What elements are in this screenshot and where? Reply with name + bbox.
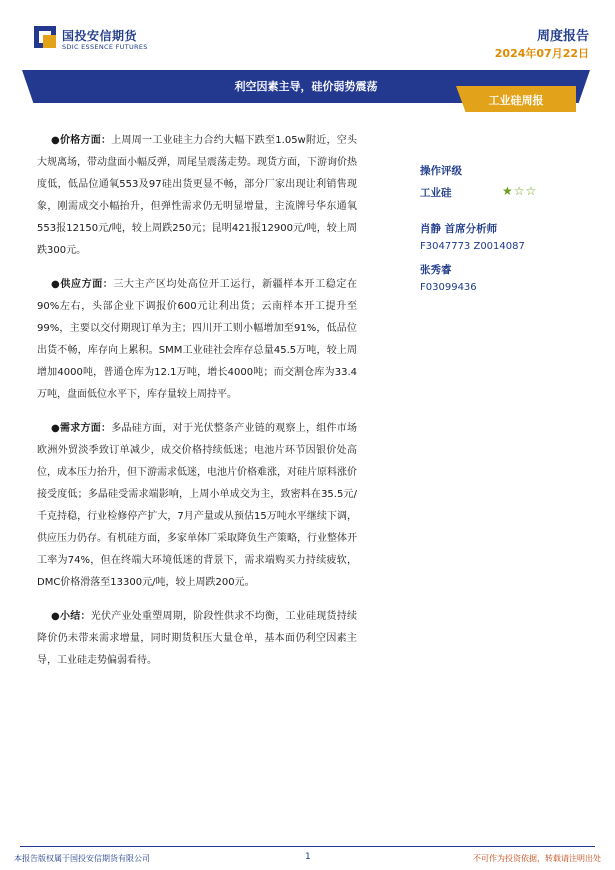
company-logo-icon <box>34 26 56 48</box>
price-section <box>37 130 357 262</box>
star-filled-icon: ★ <box>502 184 514 198</box>
star-empty-icon: ☆☆ <box>513 184 538 198</box>
analyst-license: F3047773 Z0014087 <box>420 241 525 252</box>
page-number: 1 <box>305 852 311 862</box>
section-text: 三大主产区均处高位开工运行，新疆样本开工稳定在90%左右，头部企业下调报价600元让利出货；云南样本开工提升至99%，主要以交付期现订单为主；四川开工则小幅增加至91%，低品位出货不畅，库存向上累积。SMM工业硅社会库存总量45.5万吨，较上周增加4000吨，普通仓库为12.1万吨，增长4000吨；而交割仓库为33.4万吨，盘面低位水平下，库存量较上周持平。 <box>37 279 358 400</box>
rating-stars <box>502 184 537 198</box>
analyst-name: 张秀睿 <box>420 264 452 276</box>
analyst-license: F03099436 <box>420 282 477 293</box>
summary-section <box>37 606 357 672</box>
supply-section <box>37 274 357 406</box>
section-text: 上周周一工业硅主力合约大幅下跌至1.05w附近，空头大规离场，带动盘面小幅反弹，周尾呈震荡走势。现货方面，下游询价热度低，低品位通氧553及97硅出货更显不畅，部分厂家出现让利销售现象，刚需成交小幅抬升，但弹性需求仍无明显增量，主流牌号华东通氧553报12150元/吨，较上周跌250元；昆明421报12900元/吨，较上周跌300元。 <box>37 135 357 256</box>
section-heading: ●需求方面： <box>51 423 112 434</box>
rating-title: 操作评级 <box>420 165 462 177</box>
report-body <box>37 130 357 684</box>
report-date: 2024年07月22日 <box>494 47 589 60</box>
report-category-label: 工业硅周报 <box>488 94 544 107</box>
section-heading: ●小结： <box>51 611 91 622</box>
report-type: 周度报告 <box>536 29 589 44</box>
company-name-cn: 国投安信期货 <box>62 29 138 43</box>
section-text: 光伏产业处重塑周期，阶段性供求不均衡，工业硅现货持续降价仍未带来需求增量，同时期货积压大量仓单，基本面仍利空因素主导，工业硅走势偏弱看待。 <box>37 611 357 666</box>
demand-section <box>37 418 357 594</box>
copyright-notice: 本报告版权属于国投安信期货有限公司 <box>14 854 150 863</box>
report-title: 利空因素主导，硅价弱势震荡 <box>234 80 378 93</box>
section-text: 多晶硅方面，对于光伏整条产业链的观察上，组件市场欧洲外贸淡季致订单减少，成交价格持续低迷；电池片环节因银价处高位，成本压力抬升，但下游需求低迷，电池片价格难涨，对硅片原料涨价接受度低；多晶硅受需求端影响，上周小单成交为主，致密料在35.5元/千克持稳，行业检修停产扩大，7月产量或从预估15万吨水平继续下调，供应压力仍存。有机硅方面，多家单体厂采取降负生产策略，行业整体开工率为74%，但在终端大环境低迷的背景下，需求端购买力持续疲软，DMC价格滑落至13300元/吨，较上周跌200元。 <box>37 423 357 588</box>
section-heading: ●价格方面： <box>51 135 112 146</box>
analyst-name: 肖静 首席分析师 <box>420 223 498 235</box>
section-heading: ●供应方面： <box>51 279 114 290</box>
company-name-en: SDIC ESSENCE FUTURES <box>62 43 148 51</box>
footer-divider <box>20 846 595 847</box>
rating-label: 工业硅 <box>420 187 452 199</box>
disclaimer: 不可作为投资依据，转载请注明出处 <box>473 854 601 863</box>
